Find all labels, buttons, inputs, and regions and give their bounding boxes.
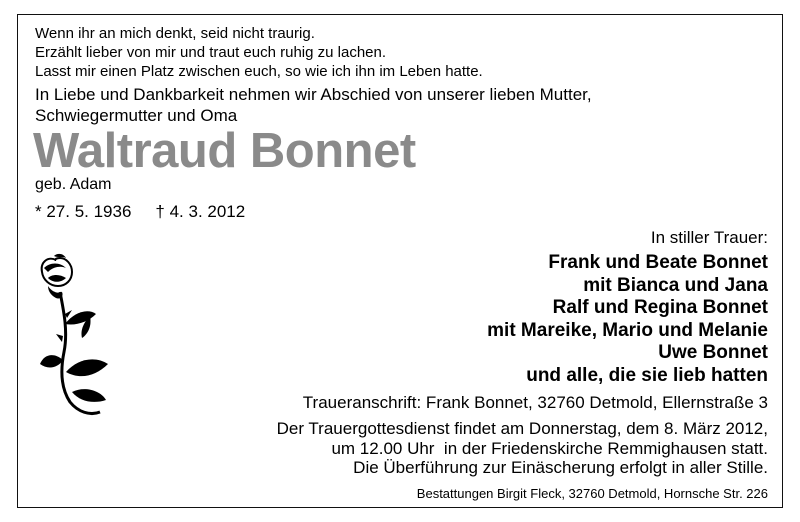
poem (35, 24, 483, 81)
poem-line: Erzählt lieber von mir und traut euch ruhig zu lachen. (35, 44, 387, 61)
mourners-list (487, 252, 768, 387)
mourners-heading: In stiller Trauer: (650, 228, 768, 247)
intro-line: In Liebe und Dankbarkeit nehmen wir Abschied von unserer lieben Mutter, (35, 85, 592, 104)
birth-name: geb. Adam (35, 176, 112, 193)
birth-date: * 27. 5. 1936 (35, 202, 132, 221)
mourner-line: Ralf und Regina Bonnet (552, 297, 768, 318)
mourner-line: Uwe Bonnet (658, 342, 768, 363)
poem-line: Wenn ihr an mich denkt, seid nicht traurig. (35, 25, 315, 42)
service-info (277, 419, 768, 478)
mourner-line: Frank und Beate Bonnet (548, 252, 768, 273)
mourner-line: mit Bianca und Jana (583, 274, 768, 296)
life-dates (35, 202, 245, 222)
deceased-name: Waltraud Bonnet (33, 124, 416, 178)
mourner-line: und alle, die sie lieb hatten (526, 364, 768, 386)
mourning-address: Traueranschrift: Frank Bonnet, 32760 Detmold, Ellernstraße 3 (302, 393, 768, 412)
mourner-line: mit Mareike, Mario und Melanie (487, 319, 768, 341)
intro-text (35, 84, 592, 126)
service-line: Der Trauergottesdienst findet am Donnerstag, dem 8. März 2012, (276, 419, 768, 438)
intro-line: Schwiegermutter und Oma (35, 106, 238, 125)
rose-icon (34, 252, 124, 422)
death-date: † 4. 3. 2012 (155, 202, 246, 221)
service-line: um 12.00 Uhr in der Friedenskirche Remmighausen statt. (331, 438, 768, 458)
service-line: Die Überführung zur Einäscherung erfolgt in aller Stille. (353, 458, 768, 477)
poem-line: Lasst mir einen Platz zwischen euch, so wie ich ihn im Leben hatte. (35, 63, 483, 80)
funeral-home: Bestattungen Birgit Fleck, 32760 Detmold, Hornsche Str. 226 (416, 486, 768, 501)
